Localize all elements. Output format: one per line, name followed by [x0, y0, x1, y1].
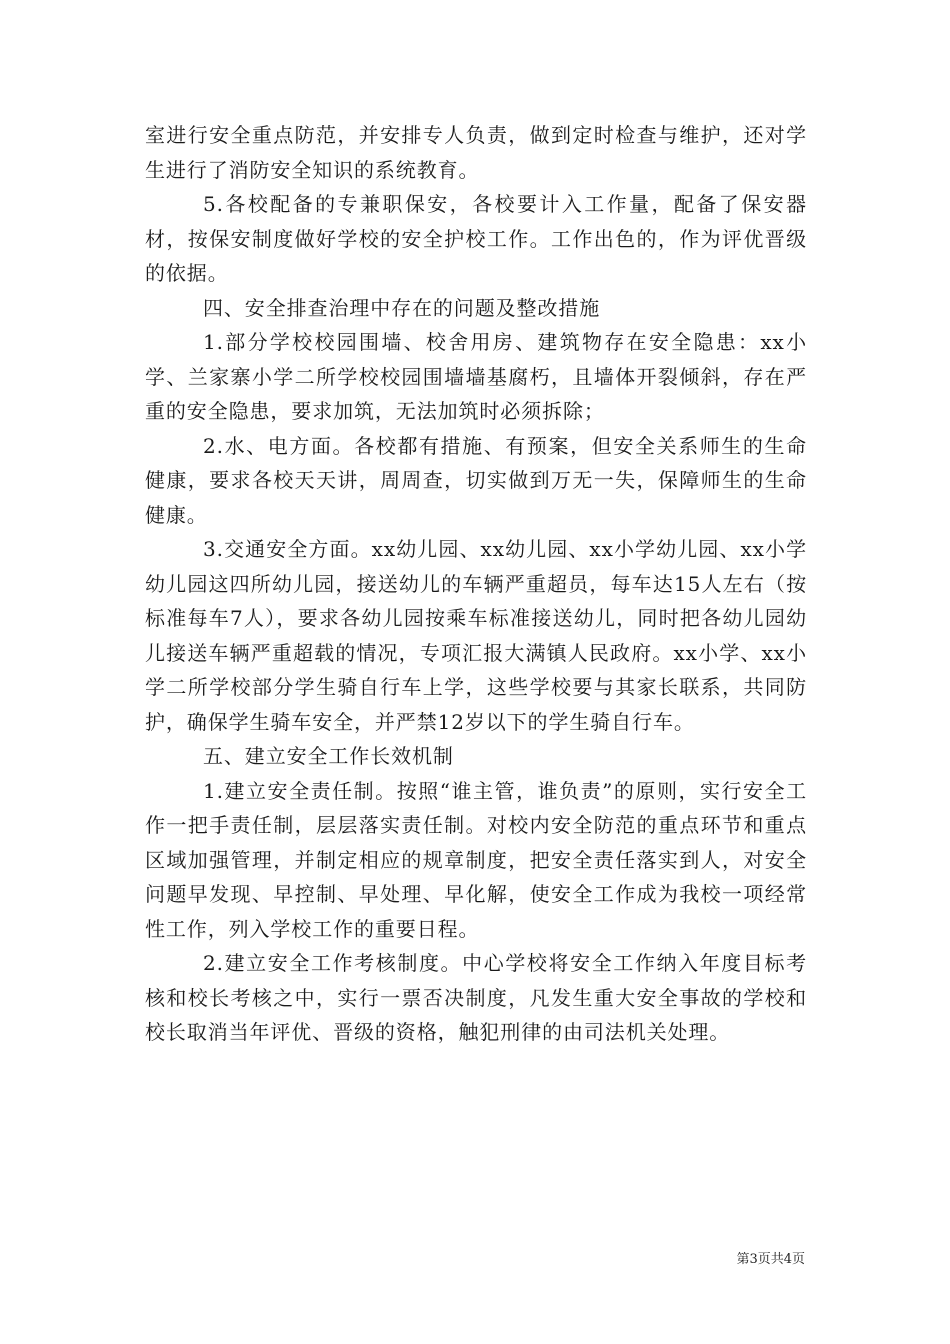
section-heading-5: 五、建立安全工作长效机制	[203, 744, 454, 768]
paragraph-5: 3.交通安全方面。xx幼儿园、xx幼儿园、xx小学幼儿园、xx小学幼儿园这四所幼儿园，接送幼儿的车辆严重超员，每车达15人左右（按标准每车7人），要求各幼儿园按乘车标准接送幼儿，同时把各幼儿园幼儿接送车辆严重超载的情况，专项汇报大满镇人民政府。xx小学、xx小学二所学校部分学生骑自行车上学，这些学校要与其家长联系，共同防护，确保学生骑车安全，并严禁12岁以下的学生骑自行车。	[145, 537, 807, 734]
page-number: 第3页共4页	[736, 1252, 805, 1267]
paragraph-7: 2.建立安全工作考核制度。中心学校将安全工作纳入年度目标考核和校长考核之中，实行一票否决制度，凡发生重大安全事故的学校和校长取消当年评优、晋级的资格，触犯刑律的由司法机关处理。	[145, 951, 807, 1044]
paragraph-2: 5.各校配备的专兼职保安，各校要计入工作量，配备了保安器材，按保安制度做好学校的安全护校工作。工作出色的，作为评优晋级的依据。	[145, 192, 807, 285]
paragraph-1: 室进行安全重点防范，并安排专人负责，做到定时检查与维护，还对学生进行了消防安全知识的系统教育。	[145, 123, 807, 182]
document-body	[145, 118, 807, 1050]
paragraph-3: 1.部分学校校园围墙、校舍用房、建筑物存在安全隐患：xx小学、兰家寨小学二所学校校园围墙墙基腐朽，且墙体开裂倾斜，存在严重的安全隐患，要求加筑，无法加筑时必须拆除；	[145, 330, 807, 423]
section-heading-4: 四、安全排查治理中存在的问题及整改措施	[203, 295, 601, 320]
paragraph-4: 2.水、电方面。各校都有措施、有预案，但安全关系师生的生命健康，要求各校天天讲，周周查，切实做到万无一失，保障师生的生命健康。	[145, 433, 807, 527]
paragraph-6: 1.建立安全责任制。按照“谁主管，谁负责”的原则，实行安全工作一把手责任制，层层落实责任制。对校内安全防范的重点环节和重点区域加强管理，并制定相应的规章制度，把安全责任落实到人，对安全问题早发现、早控制、早处理、早化解，使安全工作成为我校一项经常性工作，列入学校工作的重要日程。	[145, 778, 807, 941]
